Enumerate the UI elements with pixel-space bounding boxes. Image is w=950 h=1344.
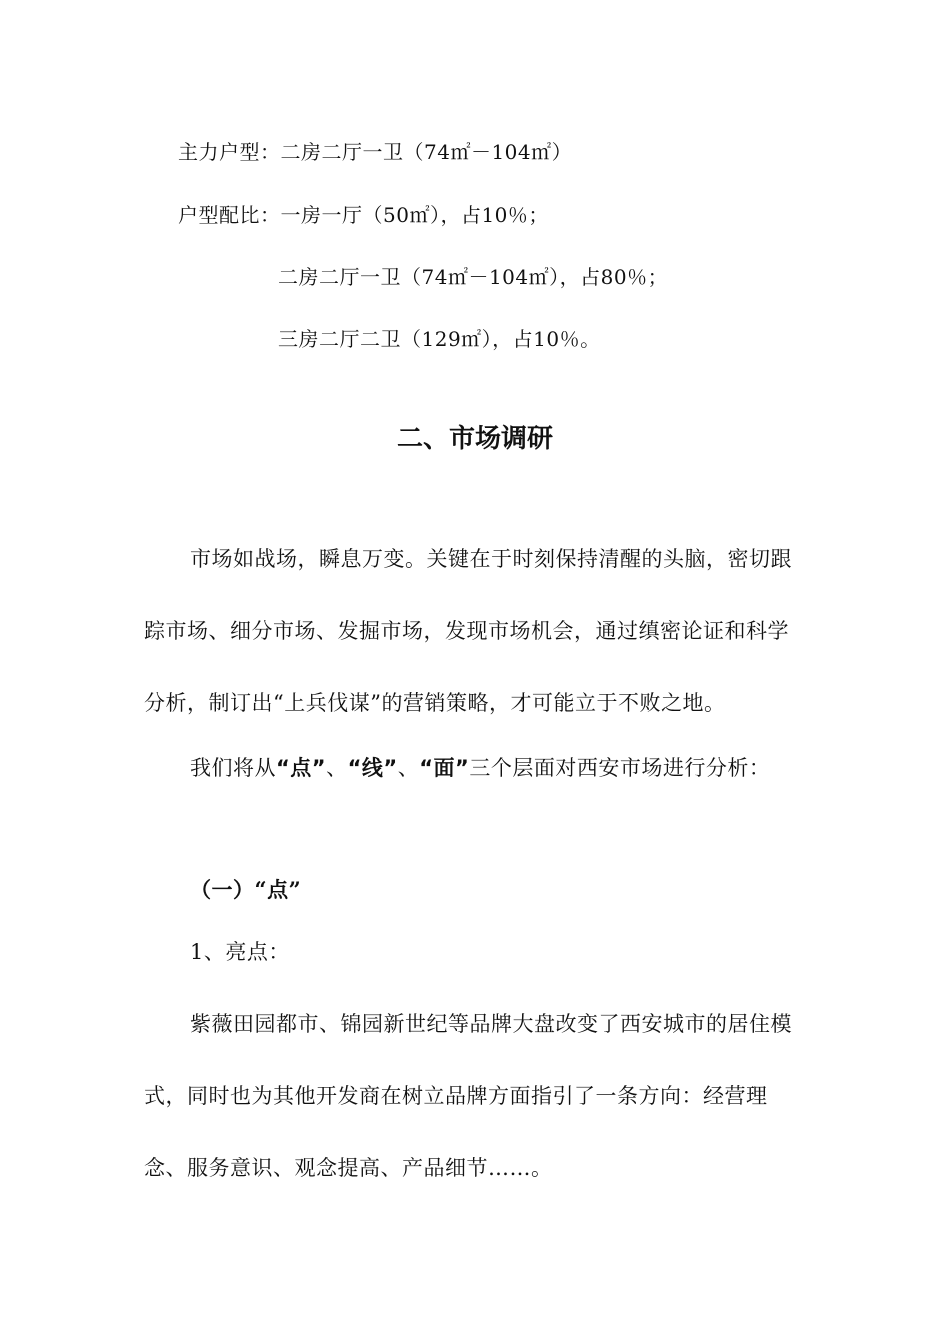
main-unit-type: 主力户型：二房二厅一卫（74㎡－104㎡） [178, 140, 573, 164]
unit-ratio-3: 三房二厅二卫（129㎡），占10％。 [278, 327, 601, 351]
item-highlight-label: 1、亮点： [190, 940, 290, 964]
market-paragraph: 市场如战场，瞬息万变。关键在于时刻保持清醒的头脑，密切跟踪市场、细分市场、发掘市场，发现市场机会，通过缜密论证和科学分析，制订出“上兵伐谋”的营销策略，才可能立于不败之地。 [144, 547, 792, 715]
levels-sep-2: 、 [397, 756, 420, 780]
subsection-heading [190, 876, 301, 904]
unit-ratio-2: 二房二厅一卫（74㎡－104㎡），占80％； [278, 265, 669, 289]
subsection-title: “点” [254, 877, 302, 902]
unit-ratio-1: 户型配比：一房一厅（50㎡），占10％； [178, 203, 549, 227]
line-term: “线” [347, 756, 398, 780]
highlight-paragraph: 紫薇田园都市、锦园新世纪等品牌大盘改变了西安城市的居住模式，同时也为其他开发商在树立品牌方面指引了一条方向：经营理念、服务意识、观念提高、产品细节……。 [144, 1012, 792, 1180]
section-title: 二、市场调研 [396, 424, 553, 454]
levels-sep-1: 、 [326, 756, 348, 780]
subsection-number: （一） [190, 877, 255, 902]
point-term: “点” [276, 756, 327, 780]
levels-prefix: 我们将从 [190, 756, 276, 780]
levels-paragraph [144, 731, 808, 805]
surface-term: “面” [419, 756, 470, 780]
levels-suffix: 三个层面对西安市场进行分析： [469, 756, 771, 780]
